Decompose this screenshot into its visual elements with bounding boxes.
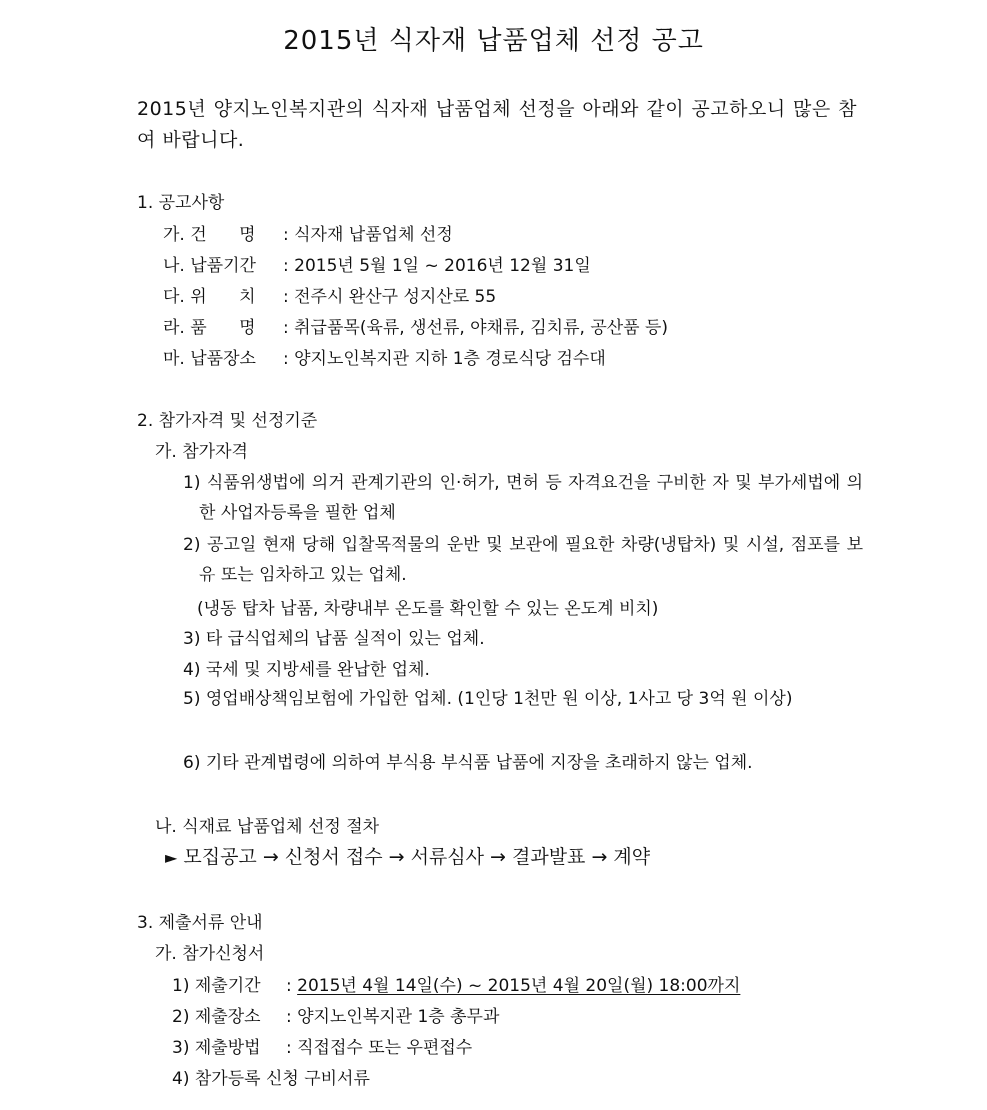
sub-heading-qualifications: 가. 참가자격 (155, 442, 248, 462)
qualification-item: 1) 식품위생법에 의거 관계기관의 인·허가, 면허 등 자격요건을 구비한 자 및 부가세법에 의한 사업자등록을 필한 업체 (183, 473, 863, 523)
notice-item-period (163, 255, 591, 277)
notice-item-value: : 취급품목(육류, 생선류, 야채류, 김치류, 공산품 등) (283, 318, 669, 338)
process-steps: 모집공고 → 신청서 접수 → 서류심사 → 결과발표 → 계약 (183, 846, 651, 868)
notice-item-value: : 식자재 납품업체 선정 (283, 225, 453, 245)
notice-item-value: : 2015년 5월 1일 ~ 2016년 12월 31일 (283, 256, 591, 276)
submission-label: 3) 제출방법 (172, 1038, 261, 1058)
notice-item-value: : 전주시 완산구 성지산로 55 (283, 287, 497, 307)
required-documents (172, 1068, 370, 1090)
qualification-item: 3) 타 급식업체의 납품 실적이 있는 업체. (183, 629, 485, 649)
qualification-note: (냉동 탑차 납품, 차량내부 온도를 확인할 수 있는 온도계 비치) (197, 599, 659, 619)
section-3-heading: 3. 제출서류 안내 (137, 913, 263, 933)
qualification-item: 6) 기타 관계법령에 의하여 부식용 부식품 납품에 지장을 초래하지 않는 업체. (183, 753, 753, 773)
colon: : (286, 976, 292, 996)
selection-process-flow (165, 846, 650, 869)
submission-label: 2) 제출장소 (172, 1007, 261, 1027)
submission-method (172, 1037, 472, 1059)
notice-item-label: 마. 납품장소 (163, 349, 256, 369)
qualification-item: 5) 영업배상책임보험에 가입한 업체. (1인당 1천만 원 이상, 1사고 당 3억 원 이상) (183, 689, 793, 709)
submission-label: 1) 제출기간 (172, 976, 261, 996)
qualification-item: 4) 국세 및 지방세를 완납한 업체. (183, 660, 430, 680)
notice-item-location (163, 286, 496, 308)
play-arrow-icon: ► (165, 848, 178, 867)
notice-item-delivery-place (163, 348, 606, 370)
intro-paragraph: 2015년 양지노인복지관의 식자재 납품업체 선정을 아래와 같이 공고하오니 많은 참여 바랍니다. (137, 98, 857, 151)
submission-label: 4) 참가등록 신청 구비서류 (172, 1069, 370, 1089)
section-2-heading: 2. 참가자격 및 선정기준 (137, 411, 318, 431)
submission-period-value: 2015년 4월 14일(수) ~ 2015년 4월 20일(월) 18:00까지 (297, 976, 741, 996)
section-1-heading: 1. 공고사항 (137, 193, 225, 213)
notice-item-label: 가. 건 명 (163, 225, 256, 245)
sub-heading-application-form: 가. 참가신청서 (155, 944, 265, 964)
submission-place (172, 1006, 499, 1028)
notice-item-name (163, 224, 453, 246)
document-title: 2015년 식자재 납품업체 선정 공고 (283, 26, 704, 56)
notice-item-label: 라. 품 명 (163, 318, 256, 338)
qualification-item: 2) 공고일 현재 당해 입찰목적물의 운반 및 보관에 필요한 차량(냉탑차) 및 시설, 점포를 보유 또는 임차하고 있는 업체. (183, 535, 863, 585)
notice-item-value: : 양지노인복지관 지하 1층 경로식당 검수대 (283, 349, 606, 369)
submission-value: : 직접접수 또는 우편접수 (286, 1038, 473, 1058)
notice-item-goods (163, 317, 668, 339)
sub-heading-selection-procedure: 나. 식재료 납품업체 선정 절차 (155, 817, 380, 837)
submission-period (172, 975, 740, 997)
submission-value: : 양지노인복지관 1층 총무과 (286, 1007, 500, 1027)
notice-item-label: 다. 위 치 (163, 287, 256, 307)
notice-item-label: 나. 납품기간 (163, 256, 256, 276)
